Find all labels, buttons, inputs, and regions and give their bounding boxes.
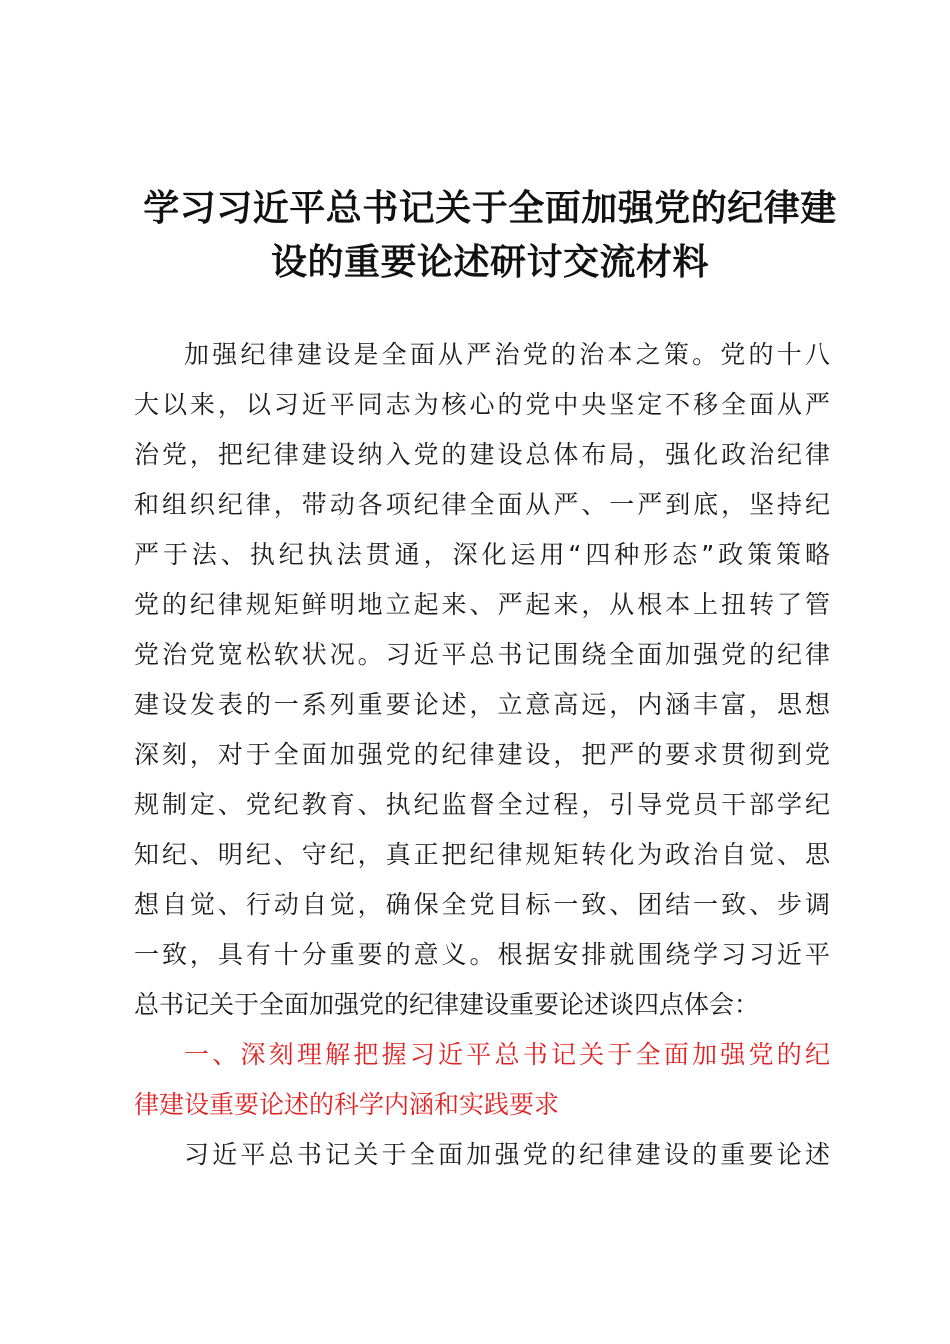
paragraph-line: 习近平总书记关于全面加强党的纪律建设的重要论述: [184, 1140, 830, 1169]
paragraph-line: 总书记关于全面加强党的纪律建设重要论述谈四点体会：: [134, 990, 760, 1019]
title-line-1: 学习习近平总书记关于全面加强党的纪律建: [143, 188, 837, 229]
intro-paragraph: [134, 330, 830, 1030]
paragraph-line: 党的纪律规矩鲜明地立起来、严起来，从根本上扭转了管: [134, 590, 830, 619]
paragraph-line: 想自觉、行动自觉，确保全党目标一致、团结一致、步调: [134, 890, 830, 919]
heading-line: 律建设重要论述的科学内涵和实践要求: [134, 1090, 560, 1119]
paragraph-line: 规制定、党纪教育、执纪监督全过程，引导党员干部学纪: [134, 790, 830, 819]
document-title: [110, 182, 870, 290]
title-line-2: 设的重要论述研讨交流材料: [270, 242, 709, 283]
section-heading: [134, 1030, 830, 1130]
paragraph-line: 党治党宽松软状况。习近平总书记围绕全面加强党的纪律: [134, 640, 830, 669]
paragraph-line: 大以来，以习近平同志为核心的党中央坚定不移全面从严: [134, 390, 830, 419]
paragraph-line: 建设发表的一系列重要论述，立意高远，内涵丰富，思想: [134, 690, 830, 719]
paragraph-line: 知纪、明纪、守纪，真正把纪律规矩转化为政治自觉、思: [134, 840, 830, 869]
paragraph-line: 治党，把纪律建设纳入党的建设总体布局，强化政治纪律: [134, 440, 830, 469]
next-paragraph: [134, 1130, 830, 1180]
paragraph-line: 严于法、执纪执法贯通，深化运用“四种形态”政策策略: [134, 540, 830, 569]
paragraph-line: 加强纪律建设是全面从严治党的治本之策。党的十八: [184, 340, 830, 369]
paragraph-line: 和组织纪律，带动各项纪律全面从严、一严到底，坚持纪: [134, 490, 830, 519]
paragraph-line: 深刻，对于全面加强党的纪律建设，把严的要求贯彻到党: [134, 740, 830, 769]
paragraph-line: 一致，具有十分重要的意义。根据安排就围绕学习习近平: [134, 940, 830, 969]
heading-line: 一、深刻理解把握习近平总书记关于全面加强党的纪: [184, 1040, 830, 1069]
document-body: [134, 330, 830, 1180]
